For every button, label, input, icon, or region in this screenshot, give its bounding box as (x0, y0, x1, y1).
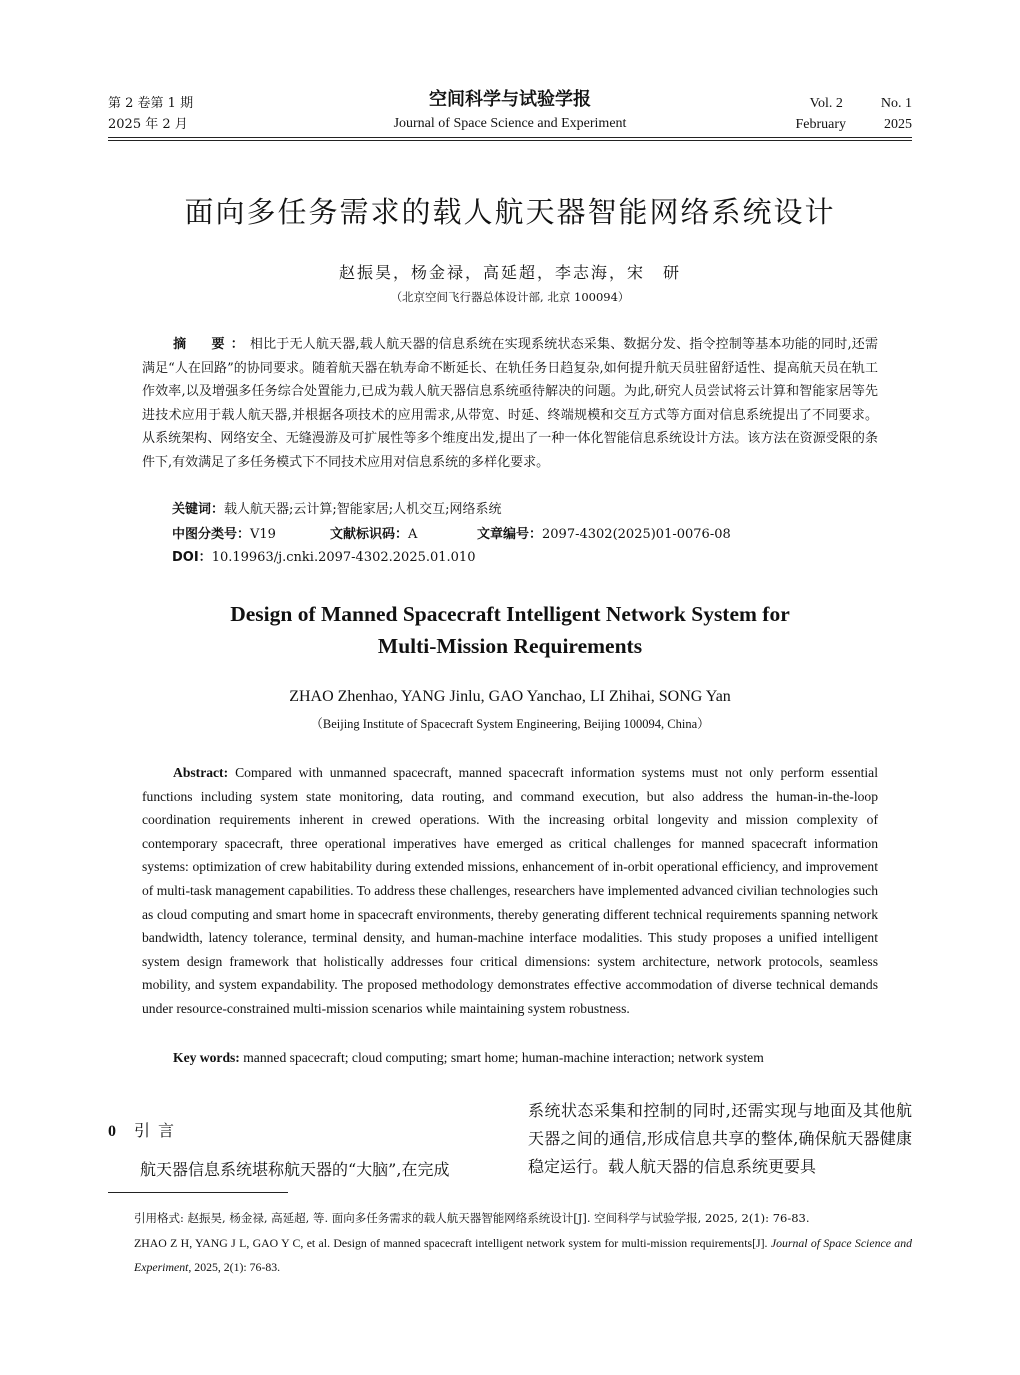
citation-en-post: , 2025, 2(1): 76-83. (188, 1260, 281, 1274)
abstract-cn-text: 相比于无人航天器,载人航天器的信息系统在实现系统状态采集、数据分发、指令控制等基本功能的同时,还需满足“人在回路”的协同要求。随着航天器在轨寿命不断延长、在轨任务日趋复杂,如何提升航天员驻留舒适性、提高航天员在轨工作效率,以及增强多任务综合处置能力,已成为载人航天器信息系统亟待解决的问题。为此,研究人员尝试将云计算和智能家居等先进技术应用于载人航天器,并根据各项技术的应用需求,从带宽、时延、终端规模和交互方式等方面对信息系统提出了不同要求。从系统架构、网络安全、无缝漫游及可扩展性等多个维度出发,提出了一种一体化智能信息系统设计方法。该方法在资源受限的条件下,有效满足了多任务模式下不同技术应用对信息系统的多样化要求。 (142, 337, 878, 470)
section-number: 0 (108, 1123, 116, 1140)
abstract-en (142, 761, 878, 1021)
abstract-en-text: Compared with unmanned spacecraft, manned spacecraft information systems must not only perform essential functions including system state monitoring, data routing, and command execution, but also address the human-in-the-loop coordination requirements inherent in crewed operations. With the increasing orbital longevity and mission complexity of contemporary spacecraft, three operational imperatives have emerged as critical challenges for manned spacecraft information systems: optimization of crew habitability during extended missions, enhancement of in-orbit operational efficiency, and improvement of multi-task management capabilities. To address these challenges, researchers have implemented advanced civilian technologies such as cloud computing and smart home in spacecraft environments, thereby generating different technical requirements spanning network bandwidth, latency tolerance, terminal density, and human-machine interface modalities. This study proposes a unified intelligent system design framework that holistically addresses four critical dimensions: system architecture, network protocols, seamless mobility, and system expandability. The proposed methodology demonstrates effective accommodation of diverse technical demands under resource-constrained multi-mission scenarios while maintaining system robustness. (142, 765, 878, 1016)
doi-value: 10.19963/j.cnki.2097-4302.2025.01.010 (211, 550, 476, 565)
journal-name-en: Journal of Space Science and Experiment (393, 116, 627, 131)
authors-cn: 赵振昊，杨金禄，高延超，李志海，宋 研 (338, 263, 681, 282)
paper-title-en-line2: Multi-Mission Requirements (377, 634, 643, 658)
keywords-en-text: manned spacecraft; cloud computing; smart home; human-machine interaction; network system (243, 1050, 764, 1065)
clc-label: 中图分类号： (172, 527, 251, 542)
abstract-en-label: Abstract: (173, 765, 229, 780)
article-number-value: 2097-4302(2025)01-0076-08 (542, 527, 731, 542)
citation-cn: 引用格式: 赵振昊, 杨金禄, 高延超, 等. 面向多任务需求的载人航天器智能网络系统设计[J]. 空间科学与试验学报, 2025, 2(1): 76-83. (134, 1211, 810, 1225)
issue-volume: 第 2 卷第 1 期 (108, 96, 194, 111)
paper-title-cn: 面向多任务需求的载人航天器智能网络系统设计 (184, 195, 836, 229)
section-heading (108, 1118, 182, 1141)
citation-en-journal: Journal of Space Science and Experiment (134, 1236, 912, 1274)
body-text-left: 航天器信息系统堪称航天器的“大脑”,在完成 (140, 1160, 450, 1179)
month-en: February (795, 117, 846, 132)
authors-en: ZHAO Zhenhao, YANG Jinlu, GAO Yanchao, LI Zhihai, SONG Yan (289, 688, 731, 705)
citation-en-pre: ZHAO Z H, YANG J L, GAO Y C, et al. Design of manned spacecraft intelligent network system for multi-mission requirements[J]. (134, 1236, 771, 1250)
keywords-en-label: Key words: (173, 1050, 240, 1065)
clc-value: V19 (250, 527, 276, 542)
header-rule-bottom (108, 140, 912, 141)
citation-en (134, 1231, 912, 1279)
body-text-right: 系统状态采集和控制的同时,还需实现与地面及其他航天器之间的通信,形成信息共享的整体,确保航天器健康稳定运行。载人航天器的信息系统更要具 (528, 1101, 912, 1176)
doi-label: DOI： (172, 550, 212, 565)
abstract-cn (142, 333, 878, 474)
keywords-cn (172, 498, 502, 521)
section-title: 引言 (134, 1121, 183, 1140)
affiliation-en: （Beijing Institute of Spacecraft System Engineering, Beijing 100094, China） (310, 717, 710, 731)
paper-title-en (0, 598, 1020, 662)
classification-row (172, 523, 731, 546)
keywords-cn-label: 关键词： (172, 502, 225, 517)
header-rule-top (108, 137, 912, 138)
issue-info-en (795, 93, 912, 135)
affiliation-cn: （北京空间飞行器总体设计部, 北京 100094） (390, 290, 630, 304)
doc-code-label: 文献标识码： (330, 527, 409, 542)
keywords-cn-text: 载人航天器;云计算;智能家居;人机交互;网络系统 (224, 502, 502, 517)
paper-title-en-line1: Design of Manned Spacecraft Intelligent Network System for (230, 602, 790, 626)
footnote-rule (108, 1192, 288, 1193)
article-number-label: 文章编号： (477, 527, 543, 542)
year-en: 2025 (884, 117, 912, 132)
volume-en: Vol. 2 (809, 96, 843, 111)
abstract-cn-label: 摘 要： (173, 337, 250, 352)
issue-date: 2025 年 2 月 (108, 117, 188, 132)
number-en: No. 1 (880, 96, 912, 111)
journal-name-cn: 空间科学与试验学报 (429, 89, 591, 110)
doc-code-value: A (408, 527, 418, 542)
keywords-en (173, 1046, 764, 1069)
doi (172, 546, 475, 569)
